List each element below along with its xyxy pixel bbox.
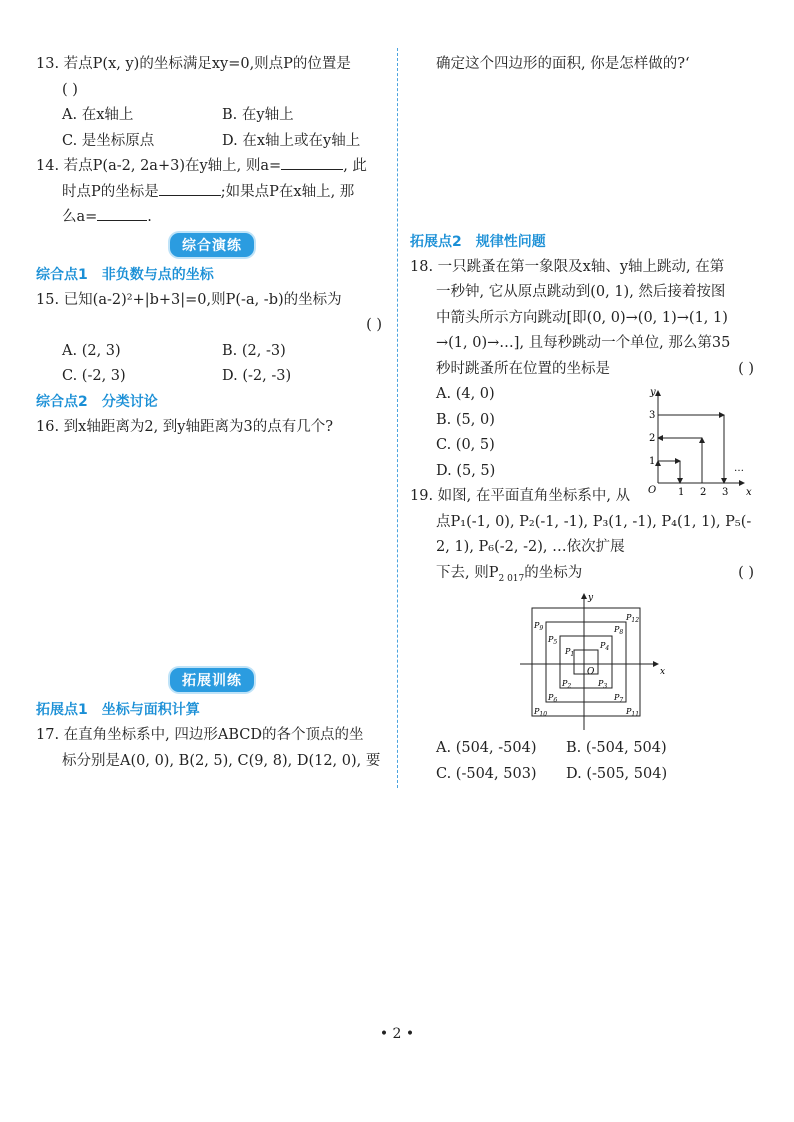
q18-option-c: C. (0, 5) (436, 437, 495, 453)
section-comprehensive-2: 综合点2 分类讨论 (36, 393, 158, 410)
column-divider (397, 48, 398, 788)
fig19-origin: O (587, 667, 595, 677)
q17-stem-1: 17. 在直角坐标系中, 四边形ABCD的各个顶点的坐 (36, 727, 364, 743)
q15-stem: 15. 已知(a-2)²+|b+3|=0,则P(-a, -b)的坐标为 (36, 291, 342, 308)
fig19-p5: $P_5$ (548, 635, 558, 646)
question-19 (410, 484, 760, 787)
q16-answer-space (36, 440, 388, 666)
fig18-tick-y2: 2 (649, 432, 656, 444)
question-16 (36, 415, 388, 441)
section-extension-1: 拓展点1 坐标与面积计算 (36, 702, 200, 718)
spiral-figure (508, 590, 668, 734)
fig19-p11: $P_{11}$ (626, 707, 640, 718)
q15-option-a: A. (2, 3) (62, 342, 121, 359)
fig19-p10: $P_{10}$ (534, 707, 548, 718)
q15-option-b: B. (2, -3) (222, 342, 286, 359)
section-extension-2: 拓展点2 规律性问题 (410, 233, 546, 250)
fig18-tick-y3: 3 (649, 409, 656, 421)
q14-blank-2 (159, 181, 221, 196)
fig19-p12: $P_{12}$ (626, 613, 640, 624)
fig18-tick-x1: 1 (678, 486, 685, 497)
q13-option-b: B. 在y轴上 (222, 107, 294, 123)
fig19-p1: $P_1$ (565, 647, 575, 658)
q14-text-2b: ;如果点P在x轴上, 那 (220, 183, 355, 200)
fig18-tick-y1: 1 (649, 455, 656, 467)
fig19-p3: $P_3$ (598, 679, 608, 690)
q13-option-d: D. 在x轴上或在y轴上 (222, 132, 361, 149)
q17-stem-2: 标分别是A(0, 0), B(2, 5), C(9, 8), D(12, 0), 要 (62, 752, 381, 769)
q19-answer-paren: ( ) (738, 564, 754, 581)
q18-stem-1: 18. 一只跳蚤在第一象限及x轴、y轴上跳动, 在第 (410, 258, 725, 275)
q13-option-a: A. 在x轴上 (62, 107, 134, 123)
page-number: • 2 • (379, 1026, 415, 1042)
q14-text-1a: 14. 若点P(a-2, 2a+3)在y轴上, 则a= (36, 158, 282, 174)
q17-stem-3: 确定这个四边形的面积, 你是怎样做的?‘ (436, 56, 690, 72)
flea-path-figure (636, 385, 756, 497)
q16-stem: 16. 到x轴距离为2, 到y轴距离为3的点有几个? (36, 418, 333, 435)
fig18-dots: … (734, 462, 744, 474)
q14-text-2a: 时点P的坐标是 (62, 183, 159, 200)
fig18-origin: O (648, 484, 657, 496)
q19-stem-1: 19. 如图, 在平面直角坐标系中, 从 (410, 488, 631, 504)
q13-stem: 13. 若点P(x, y)的坐标满足xy=0,则点P的位置是 (36, 56, 351, 72)
fig18-x-label: x (746, 486, 752, 497)
fig19-x-label: x (660, 667, 666, 677)
q18-option-d: D. (5, 5) (436, 462, 496, 479)
q18-stem-2: 一秒钟, 它从原点跳动到(0, 1), 然后接着按图 (436, 284, 726, 300)
q19-option-c: C. (-504, 503) (436, 765, 537, 782)
right-column (410, 52, 760, 787)
q15-option-c: C. (-2, 3) (62, 368, 126, 384)
question-14 (36, 154, 388, 231)
fig18-tick-x3: 3 (722, 486, 729, 497)
q19-figure-area (410, 586, 760, 732)
q14-text-1b: , 此 (343, 158, 367, 174)
banner-extension-training: 拓展训练 (170, 668, 254, 692)
fig19-y-label: y (588, 593, 594, 603)
section-comprehensive-1: 综合点1 非负数与点的坐标 (36, 266, 214, 283)
question-17 (36, 723, 388, 774)
q19-option-d: D. (-505, 504) (566, 765, 668, 782)
fig19-p4: $P_4$ (600, 641, 610, 652)
q18-stem-4: →(1, 0)→…], 且每秒跳动一个单位, 那么第35 (436, 335, 731, 351)
q13-option-c: C. 是坐标原点 (62, 132, 155, 149)
q15-answer-paren: ( ) (366, 317, 382, 333)
fig18-tick-x2: 2 (700, 486, 707, 497)
q18-stem-3: 中箭头所示方向跳动[即(0, 0)→(0, 1)→(1, 1) (436, 309, 728, 326)
fig19-p6: $P_6$ (548, 693, 558, 704)
q19-stem-2: 点P₁(-1, 0), P₂(-1, -1), P₃(1, -1), P₄(1, 1), P₅(- (436, 513, 752, 530)
fig19-p8: $P_8$ (614, 625, 624, 636)
q14-blank-3 (97, 206, 147, 221)
q19-stem-4b: 的坐标为 (524, 564, 583, 581)
q18-stem-5: 秒时跳蚤所在位置的坐标是 (436, 360, 610, 377)
fig19-p2: $P_2$ (562, 679, 572, 690)
q13-answer-paren: ( ) (62, 81, 78, 98)
question-15 (36, 288, 388, 390)
fig18-y-label: y (650, 386, 656, 398)
q19-stem-4-sub: 2 017 (498, 573, 525, 584)
q18-option-a: A. (4, 0) (436, 386, 495, 402)
q15-option-d: D. (-2, -3) (222, 368, 292, 384)
q19-option-a: A. (504, -504) (436, 740, 537, 756)
q14-text-3b: . (147, 209, 152, 225)
q14-blank-1 (281, 155, 343, 170)
q17-answer-space (410, 78, 760, 230)
q19-option-b: B. (-504, 504) (566, 740, 667, 756)
fig19-p9: $P_9$ (534, 621, 544, 632)
q18-answer-paren: ( ) (738, 360, 754, 377)
fig19-p7: $P_7$ (614, 693, 624, 704)
banner-comprehensive-practice: 综合演练 (170, 233, 254, 257)
q18-option-b: B. (5, 0) (436, 411, 495, 428)
q14-text-3a: 么a= (62, 209, 98, 225)
q19-stem-3: 2, 1), P₆(-2, -2), …依次扩展 (436, 539, 625, 555)
left-column (36, 52, 388, 774)
q19-stem-4a: 下去, 则P (436, 564, 499, 581)
question-13 (36, 52, 388, 154)
